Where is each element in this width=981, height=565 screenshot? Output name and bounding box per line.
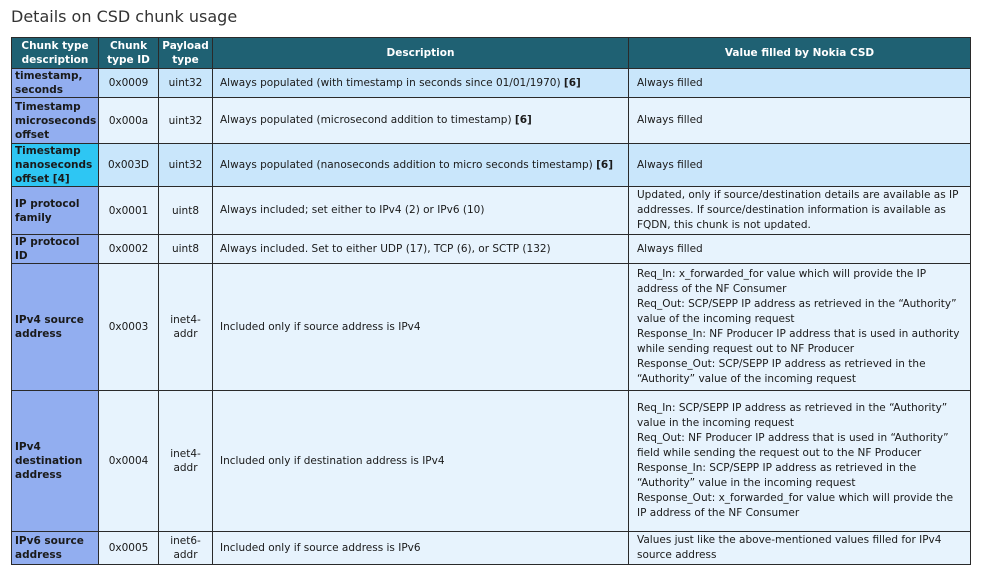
chunk-type-name: IPv6 source address xyxy=(12,532,99,565)
chunk-type-id: 0x0005 xyxy=(99,532,159,565)
value-line: Response_Out: x_forwarded_for value which will provide the IP address of the NF Consumer xyxy=(637,492,954,519)
value-line: Req_In: x_forwarded_for value which will provide the IP address of the NF Consumer xyxy=(637,268,927,295)
description-text: Always populated (with timestamp in seconds since 01/01/1970) xyxy=(220,76,561,89)
description-text: Included only if source address is IPv6 xyxy=(220,541,421,554)
chunk-description xyxy=(213,264,629,391)
table-row xyxy=(12,187,971,235)
value-filled xyxy=(629,391,971,532)
chunk-type-id: 0x0009 xyxy=(99,69,159,98)
chunk-description xyxy=(213,391,629,532)
table-header-row xyxy=(12,38,971,69)
description-text: Included only if source address is IPv4 xyxy=(220,320,421,333)
chunk-type-id: 0x003D xyxy=(99,144,159,187)
chunk-description xyxy=(213,532,629,565)
value-line: Always filled xyxy=(637,242,703,255)
chunk-description xyxy=(213,144,629,187)
value-filled xyxy=(629,235,971,264)
chunk-usage-table xyxy=(11,37,971,565)
value-filled xyxy=(629,264,971,391)
value-line: Response_In: NF Producer IP address that is used in authority while sending request out to NF Producer xyxy=(637,328,960,355)
description-text: Always included. Set to either UDP (17), TCP (6), or SCTP (132) xyxy=(220,242,551,255)
chunk-type-id: 0x000a xyxy=(99,98,159,144)
header-description: Description xyxy=(213,38,629,69)
value-line: Always filled xyxy=(637,114,703,126)
payload-type: uint8 xyxy=(159,235,213,264)
payload-type: inet6-addr xyxy=(159,532,213,565)
payload-type: uint32 xyxy=(159,144,213,187)
chunk-description xyxy=(213,69,629,98)
reference-marker: [6] xyxy=(563,76,581,89)
description-text: Always included; set either to IPv4 (2) or IPv6 (10) xyxy=(220,204,485,216)
header-value-filled: Value filled by Nokia CSD xyxy=(629,38,971,69)
value-filled xyxy=(629,98,971,144)
description-text: Always populated (nanoseconds addition to micro seconds timestamp) xyxy=(220,158,593,171)
table-row xyxy=(12,69,971,98)
table-row xyxy=(12,98,971,144)
value-line: Always filled xyxy=(637,158,703,171)
description-text: Always populated (microsecond addition to timestamp) xyxy=(220,114,512,126)
payload-type: uint32 xyxy=(159,98,213,144)
value-line: Req_Out: NF Producer IP address that is used in “Authority” field while sending the request out to the NF Producer xyxy=(637,432,949,459)
chunk-type-name: IPv4 destination address xyxy=(12,391,99,532)
table-row xyxy=(12,235,971,264)
page-title: Details on CSD chunk usage xyxy=(11,7,238,26)
value-filled xyxy=(629,532,971,565)
chunk-type-id: 0x0004 xyxy=(99,391,159,532)
chunk-type-name: IP protocol ID xyxy=(12,235,99,264)
reference-marker: [6] xyxy=(514,114,532,126)
header-chunk-type-description: Chunk type description xyxy=(12,38,99,69)
value-line: Req_Out: SCP/SEPP IP address as retrieved in the “Authority” value of the incoming request xyxy=(637,298,957,325)
value-line: Always filled xyxy=(637,76,703,89)
value-line: Response_Out: SCP/SEPP IP address as retrieved in the “Authority” value of the incoming request xyxy=(637,358,926,385)
payload-type: inet4-addr xyxy=(159,264,213,391)
chunk-description xyxy=(213,187,629,235)
chunk-type-name: Timestamp microseconds offset xyxy=(12,98,99,144)
value-line: Updated, only if source/destination details are available as IP addresses. If source/destination information is available as FQDN, this chunk is not updated. xyxy=(637,189,959,231)
chunk-type-name: IPv4 source address xyxy=(12,264,99,391)
reference-marker: [6] xyxy=(596,158,614,171)
table-row xyxy=(12,532,971,565)
chunk-type-id: 0x0002 xyxy=(99,235,159,264)
chunk-type-name: timestamp, seconds xyxy=(12,69,99,98)
value-filled xyxy=(629,144,971,187)
payload-type: uint8 xyxy=(159,187,213,235)
header-payload-type: Payload type xyxy=(159,38,213,69)
value-line: Values just like the above-mentioned values filled for IPv4 source address xyxy=(637,534,942,561)
chunk-type-name: IP protocol family xyxy=(12,187,99,235)
payload-type: uint32 xyxy=(159,69,213,98)
chunk-description xyxy=(213,235,629,264)
chunk-type-id: 0x0001 xyxy=(99,187,159,235)
description-text: Included only if destination address is IPv4 xyxy=(220,454,445,467)
chunk-type-name: Timestamp nanoseconds offset [4] xyxy=(12,144,99,187)
table-row xyxy=(12,144,971,187)
payload-type: inet4-addr xyxy=(159,391,213,532)
value-line: Req_In: SCP/SEPP IP address as retrieved in the “Authority” value in the incoming request xyxy=(637,402,948,429)
table-row xyxy=(12,264,971,391)
chunk-description xyxy=(213,98,629,144)
header-chunk-type-id: Chunk type ID xyxy=(99,38,159,69)
value-line: Response_In: SCP/SEPP IP address as retrieved in the “Authority” value in the incoming request xyxy=(637,462,917,489)
value-filled xyxy=(629,187,971,235)
value-filled xyxy=(629,69,971,98)
table-row xyxy=(12,391,971,532)
chunk-type-id: 0x0003 xyxy=(99,264,159,391)
